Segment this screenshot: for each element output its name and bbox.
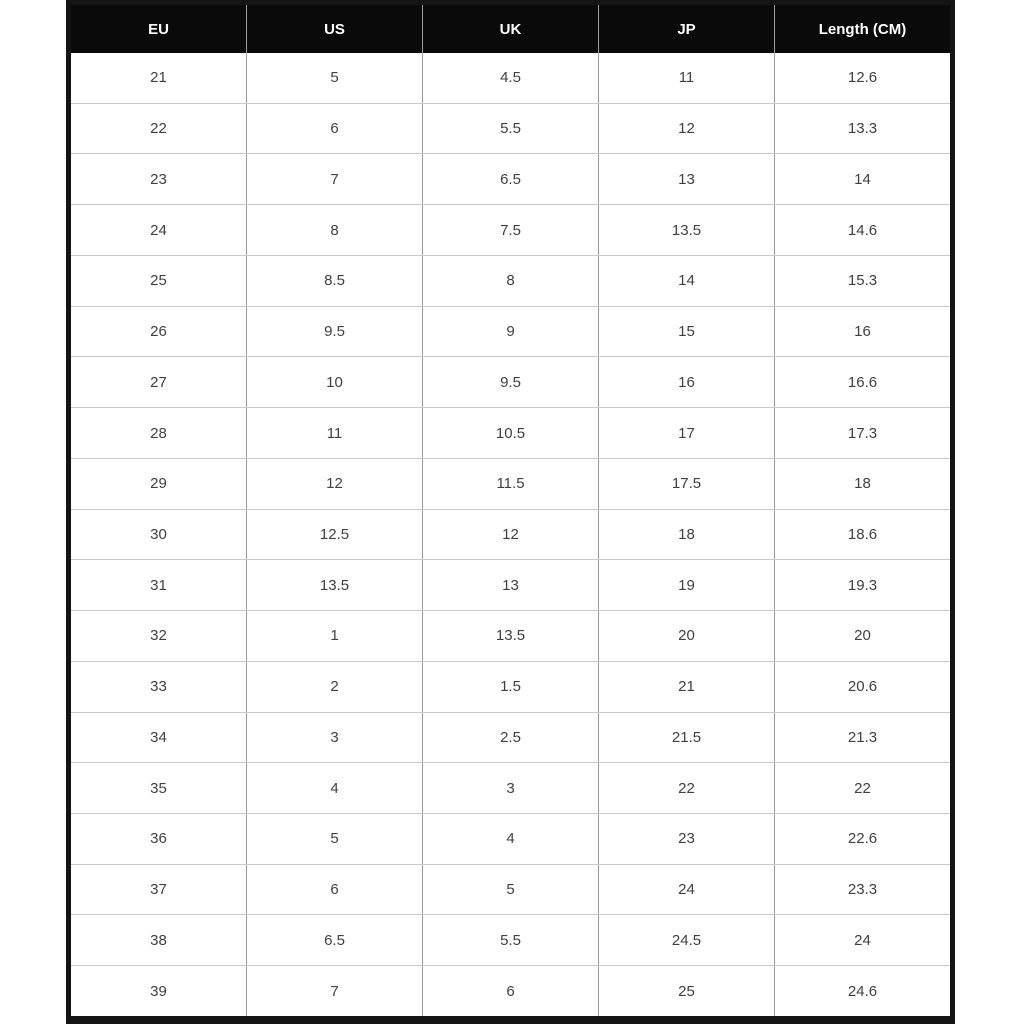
table-cell: 6 <box>246 865 422 915</box>
table-cell: 6 <box>422 966 598 1016</box>
table-cell: 13.5 <box>246 560 422 610</box>
table-row <box>71 610 950 661</box>
table-cell: 2 <box>246 662 422 712</box>
table-cell: 15.3 <box>774 256 950 306</box>
shoe-size-conversion-table <box>66 0 955 1024</box>
table-cell: 3 <box>422 763 598 813</box>
table-cell: 21 <box>598 662 774 712</box>
table-row <box>71 813 950 864</box>
table-cell: 17.5 <box>598 459 774 509</box>
table-cell: 30 <box>150 525 167 543</box>
table-cell: 21.5 <box>598 713 774 763</box>
table-row <box>71 407 950 458</box>
table-cell: 2.5 <box>422 713 598 763</box>
table-cell: 24 <box>598 865 774 915</box>
table-body <box>71 53 950 1016</box>
table-row <box>71 559 950 610</box>
table-row <box>71 153 950 204</box>
table-cell: 13 <box>422 560 598 610</box>
table-cell: 24 <box>150 221 167 239</box>
table-cell: 11 <box>598 53 774 103</box>
table-cell: 20 <box>774 611 950 661</box>
table-cell: 12 <box>422 510 598 560</box>
table-cell: 19.3 <box>774 560 950 610</box>
table-cell: 22 <box>598 763 774 813</box>
column-header-length-cm: Length (CM) <box>774 5 950 53</box>
table-cell: 33 <box>150 678 167 696</box>
table-cell: 13.3 <box>774 104 950 154</box>
table-row <box>71 914 950 965</box>
table-cell: 10 <box>246 357 422 407</box>
table-row <box>71 255 950 306</box>
table-cell: 35 <box>150 779 167 797</box>
table-row <box>71 661 950 712</box>
table-cell: 27 <box>150 373 167 391</box>
table-cell: 5 <box>422 865 598 915</box>
table-cell: 21 <box>150 69 167 87</box>
table-cell: 36 <box>150 830 167 848</box>
table-cell: 5.5 <box>422 104 598 154</box>
table-cell: 12 <box>246 459 422 509</box>
table-cell: 8.5 <box>246 256 422 306</box>
table-cell: 22.6 <box>774 814 950 864</box>
table-cell: 17 <box>598 408 774 458</box>
table-cell: 13.5 <box>422 611 598 661</box>
table-cell: 9 <box>422 307 598 357</box>
table-cell: 9.5 <box>246 307 422 357</box>
table-row <box>71 712 950 763</box>
table-row <box>71 762 950 813</box>
table-cell: 24 <box>774 915 950 965</box>
table-row <box>71 356 950 407</box>
table-row <box>71 306 950 357</box>
table-cell: 25 <box>598 966 774 1016</box>
table-cell: 12.5 <box>246 510 422 560</box>
table-row <box>71 864 950 915</box>
table-cell: 12.6 <box>774 53 950 103</box>
table-cell: 8 <box>422 256 598 306</box>
table-row <box>71 103 950 154</box>
table-cell: 5 <box>246 53 422 103</box>
table-cell: 18.6 <box>774 510 950 560</box>
table-row <box>71 458 950 509</box>
table-cell: 16 <box>774 307 950 357</box>
table-cell: 32 <box>150 627 167 645</box>
table-cell: 23.3 <box>774 865 950 915</box>
table-cell: 18 <box>774 459 950 509</box>
table-cell: 7 <box>246 154 422 204</box>
table-cell: 1 <box>246 611 422 661</box>
table-cell: 7.5 <box>422 205 598 255</box>
table-cell: 1.5 <box>422 662 598 712</box>
table-cell: 16.6 <box>774 357 950 407</box>
table-cell: 29 <box>150 475 167 493</box>
table-cell: 20 <box>598 611 774 661</box>
table-cell: 11.5 <box>422 459 598 509</box>
table-cell: 12 <box>598 104 774 154</box>
table-cell: 23 <box>598 814 774 864</box>
table-cell: 20.6 <box>774 662 950 712</box>
table-header-row <box>71 5 950 53</box>
table-row <box>71 53 950 103</box>
table-cell: 28 <box>150 424 167 442</box>
table-cell: 18 <box>598 510 774 560</box>
table-cell: 34 <box>150 728 167 746</box>
table-cell: 25 <box>150 272 167 290</box>
table-cell: 31 <box>150 576 167 594</box>
table-row <box>71 204 950 255</box>
column-header-uk: UK <box>422 5 598 53</box>
table-cell: 5 <box>246 814 422 864</box>
table-cell: 6.5 <box>246 915 422 965</box>
table-cell: 11 <box>246 408 422 458</box>
table-cell: 22 <box>150 120 167 138</box>
table-cell: 16 <box>598 357 774 407</box>
table-cell: 8 <box>246 205 422 255</box>
table-cell: 38 <box>150 931 167 949</box>
table-cell: 22 <box>774 763 950 813</box>
column-header-eu: EU <box>148 20 169 38</box>
table-cell: 15 <box>598 307 774 357</box>
table-cell: 37 <box>150 881 167 899</box>
table-cell: 24.6 <box>774 966 950 1016</box>
table-cell: 5.5 <box>422 915 598 965</box>
table-row <box>71 509 950 560</box>
table-cell: 24.5 <box>598 915 774 965</box>
table-cell: 3 <box>246 713 422 763</box>
table-cell: 26 <box>150 323 167 341</box>
table-cell: 9.5 <box>422 357 598 407</box>
table-cell: 13 <box>598 154 774 204</box>
column-header-us: US <box>246 5 422 53</box>
table-cell: 39 <box>150 982 167 1000</box>
table-cell: 4 <box>246 763 422 813</box>
table-cell: 14 <box>598 256 774 306</box>
column-header-jp: JP <box>598 5 774 53</box>
table-cell: 17.3 <box>774 408 950 458</box>
table-cell: 7 <box>246 966 422 1016</box>
table-cell: 23 <box>150 170 167 188</box>
table-cell: 14 <box>774 154 950 204</box>
table-row <box>71 965 950 1016</box>
table-cell: 21.3 <box>774 713 950 763</box>
table-cell: 13.5 <box>598 205 774 255</box>
table-cell: 6.5 <box>422 154 598 204</box>
table-cell: 10.5 <box>422 408 598 458</box>
table-cell: 4 <box>422 814 598 864</box>
table-cell: 4.5 <box>422 53 598 103</box>
table-cell: 6 <box>246 104 422 154</box>
table-cell: 14.6 <box>774 205 950 255</box>
table-cell: 19 <box>598 560 774 610</box>
